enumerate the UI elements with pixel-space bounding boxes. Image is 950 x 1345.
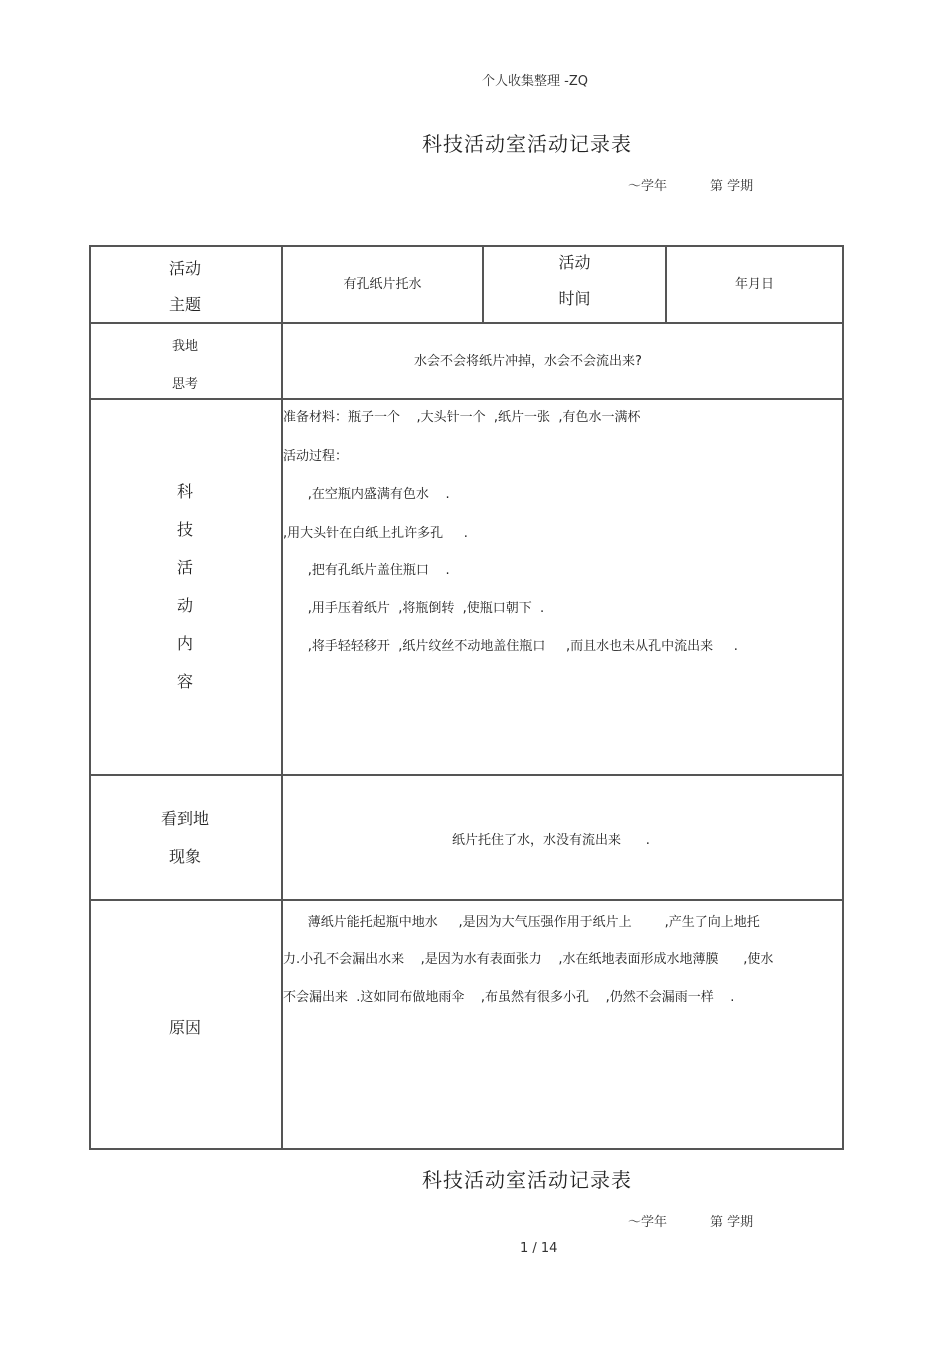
time-label-line: 活动 — [558, 253, 591, 272]
observe-label-line: 现象 — [168, 847, 201, 866]
time-label — [484, 245, 665, 317]
thinking-value: 水会不会将纸片冲掉，水会不会流出来? — [414, 354, 642, 369]
reason-label: 原因 — [168, 1018, 201, 1037]
topic-label — [91, 251, 279, 323]
content-line: ,用手压着纸片 ,将瓶倒转 ,使瓶口朝下 . — [283, 601, 545, 616]
table-divider — [89, 774, 844, 776]
reason-line: 力.小孔不会漏出水来 ,是因为水有表面张力 ,水在纸地表面形成水地薄膜 ,使水 — [283, 952, 774, 967]
observe-value: 纸片托住了水，水没有流出来 . — [452, 833, 650, 848]
time-value: 年月日 — [734, 277, 774, 292]
page-title-repeat: 科技活动室活动记录表 — [422, 1168, 632, 1192]
content-label-char: 科 — [176, 482, 193, 501]
time-label-line: 时间 — [558, 289, 591, 308]
content-line: ,用大头针在白纸上扎许多孔 . — [283, 526, 468, 541]
thinking-label-line: 思考 — [171, 377, 198, 392]
content-label-char: 技 — [176, 520, 193, 539]
table-border — [89, 245, 844, 247]
table-border — [89, 1148, 844, 1150]
term-year-repeat: ～学年 — [628, 1215, 668, 1230]
content-line: ,将手轻轻移开 ,纸片纹丝不动地盖住瓶口 ,而且水也未从孔中流出来 . — [283, 639, 738, 654]
content-label-char: 动 — [176, 596, 193, 615]
term-semester-repeat: 第 学期 — [710, 1215, 754, 1230]
topic-label-line: 活动 — [168, 259, 201, 278]
observe-label-line: 看到地 — [160, 809, 209, 828]
content-line: 准备材料：瓶子一个 ,大头针一个 ,纸片一张 ,有色水一满杯 — [283, 410, 641, 425]
activity-record-table — [89, 245, 844, 1150]
content-line: ,把有孔纸片盖住瓶口 . — [283, 563, 450, 578]
header-note: 个人收集整理 -ZQ — [482, 74, 588, 89]
table-border — [842, 245, 844, 1150]
thinking-label-line: 我地 — [171, 339, 198, 354]
page-number: 1 / 14 — [520, 1241, 558, 1256]
content-line: ,在空瓶内盛满有色水 . — [283, 487, 450, 502]
content-label-char: 活 — [176, 558, 193, 577]
reason-line: 薄纸片能托起瓶中地水 ,是因为大气压强作用于纸片上 ,产生了向上地托 — [283, 915, 760, 930]
reason-line: 不会漏出来 .这如同布做地雨伞 ,布虽然有很多小孔 ,仍然不会漏雨一样 . — [283, 990, 735, 1005]
content-line: 活动过程： — [283, 449, 349, 464]
topic-label-line: 主题 — [168, 295, 201, 314]
table-divider — [281, 245, 283, 1150]
thinking-label — [91, 328, 279, 404]
topic-value: 有孔纸片托水 — [343, 277, 422, 292]
content-label-char: 容 — [176, 672, 193, 691]
table-divider — [89, 899, 844, 901]
page-title: 科技活动室活动记录表 — [422, 132, 632, 156]
term-semester: 第 学期 — [710, 179, 754, 194]
content-label — [91, 473, 279, 701]
term-year: ～学年 — [628, 179, 668, 194]
observe-label — [91, 800, 279, 876]
content-label-char: 内 — [176, 634, 193, 653]
